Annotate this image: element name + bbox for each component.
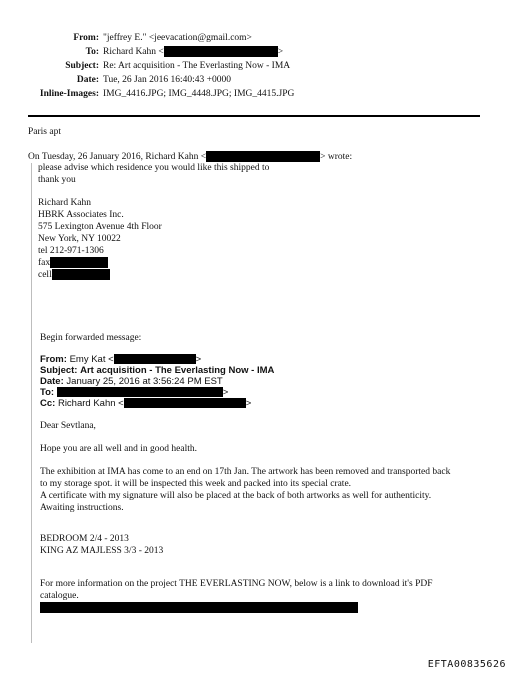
signature-address-1: 575 Lexington Avenue 4th Floor (38, 222, 162, 232)
redaction-box (164, 46, 278, 57)
redaction-box (52, 269, 110, 280)
signature-tel: tel 212-971-1306 (38, 246, 104, 256)
signature-cell-label: cell (38, 270, 52, 280)
redaction-box (50, 257, 108, 268)
artwork-1: BEDROOM 2/4 - 2013 (40, 534, 129, 544)
more-info-line-1: For more information on the project THE EVERLASTING NOW, below is a link to download it's PDF (40, 579, 433, 589)
redaction-box (114, 354, 196, 364)
header-subject-value: Re: Art acquisition - The Everlasting Now - IMA (103, 61, 291, 71)
redaction-box (124, 398, 246, 408)
forward-date-label: Date: (40, 376, 64, 387)
forward-subject-label: Subject: (40, 365, 78, 376)
forward-from-label: From: (40, 354, 67, 365)
header-to-value (103, 46, 283, 59)
header-inline-images-label: Inline-Images: (39, 89, 99, 99)
header-subject-row (0, 60, 512, 73)
forward-to-row (40, 387, 228, 398)
quote-intro-suffix: > wrote: (320, 152, 353, 162)
forward-from-prefix: Emy Kat < (69, 354, 114, 365)
forward-cc-prefix: Richard Kahn < (57, 398, 124, 409)
forward-from-row (40, 354, 201, 365)
forward-date-row (40, 376, 223, 387)
forward-intro: Begin forwarded message: (40, 333, 142, 343)
forward-line-1: Hope you are all well and in good health. (40, 444, 197, 454)
header-inline-images-value: IMG_4416.JPG; IMG_4448.JPG; IMG_4415.JPG (103, 89, 295, 99)
forward-line-4: A certificate with my signature will also be placed at the back of both artworks as well for authenticity. (40, 491, 432, 501)
quote-line-1: please advise which residence you would like this shipped to (38, 163, 270, 173)
header-to-suffix: > (277, 47, 284, 57)
quote-line-2: thank you (38, 175, 76, 185)
forward-line-5: Awaiting instructions. (40, 503, 124, 513)
header-to-label: To: (85, 47, 99, 57)
reply-text: Paris apt (28, 127, 61, 137)
signature-company: HBRK Associates Inc. (38, 210, 124, 220)
forward-cc-label: Cc: (40, 398, 56, 409)
header-date-label: Date: (76, 75, 99, 85)
header-subject-label: Subject: (65, 61, 99, 71)
header-to-prefix: Richard Kahn < (103, 47, 164, 57)
header-date-value: Tue, 26 Jan 2016 16:40:43 +0000 (103, 75, 231, 85)
header-from-row (0, 32, 512, 45)
header-to-row (0, 46, 512, 59)
header-date-row (0, 74, 512, 87)
redaction-box (57, 387, 223, 397)
artwork-2: KING AZ MAJLESS 3/3 - 2013 (40, 546, 164, 556)
forward-greeting: Dear Sevtlana, (40, 421, 96, 431)
forward-line-2: The exhibition at IMA has come to an end on 17th Jan. The artwork has been removed and transported back (40, 467, 451, 477)
document-id: EFTA00835626 (427, 659, 506, 670)
header-from-value: "jeffrey E." <jeevacation@gmail.com> (103, 33, 252, 43)
redaction-box (206, 151, 320, 162)
forward-to-label: To: (40, 387, 55, 398)
forward-subject-value: Art acquisition - The Everlasting Now - IMA (80, 365, 275, 376)
forward-cc-suffix: > (245, 398, 252, 409)
signature-cell (38, 269, 110, 281)
forward-cc-row (40, 398, 251, 409)
forward-date-value: January 25, 2016 at 3:56:24 PM EST (66, 376, 223, 387)
signature-fax (38, 257, 108, 269)
more-info-line-2: catalogue. (40, 591, 79, 601)
header-divider (28, 115, 480, 117)
forward-from-suffix: > (195, 354, 202, 365)
header-inline-images-row (0, 88, 512, 101)
forward-line-3: to my storage spot. it will be inspected this week and packed into its special crate. (40, 479, 352, 489)
quote-intro-prefix: On Tuesday, 26 January 2016, Richard Kahn < (28, 152, 207, 162)
redacted-link (40, 602, 358, 613)
signature-name: Richard Kahn (38, 198, 92, 208)
signature-address-2: New York, NY 10022 (38, 234, 121, 244)
forward-subject-row (40, 365, 274, 376)
quote-bar (31, 163, 32, 643)
signature-fax-label: fax (38, 258, 51, 268)
header-from-label: From: (73, 33, 99, 43)
forward-to-suffix: > (222, 387, 229, 398)
